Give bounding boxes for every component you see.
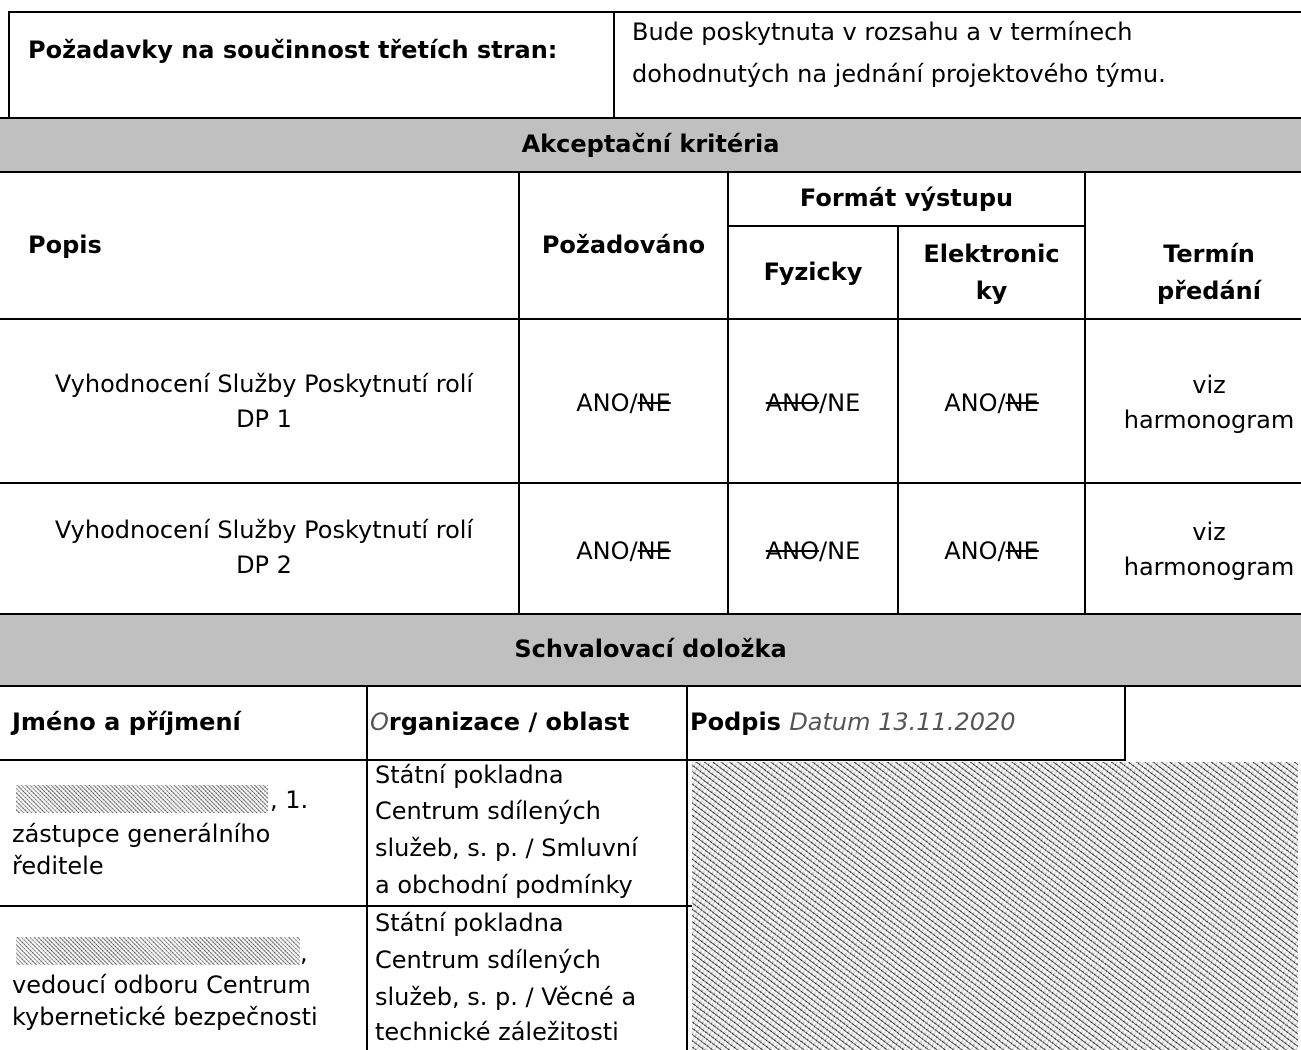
third-party-cooperation-line2: dohodnutých na jednání projektového týmu. xyxy=(632,60,1166,88)
row1-popis-line2: DP 1 xyxy=(236,405,292,433)
row2-pozadovano-value: ANO/NE xyxy=(576,537,671,565)
third-party-cooperation-line1: Bude poskytnuta v rozsahu a v termínech xyxy=(632,18,1133,46)
row2-fyzicky-value: ANO/NE xyxy=(765,537,861,565)
header-elektronicky-line2: ky xyxy=(975,277,1008,305)
header-organization: Organizace / oblast xyxy=(370,708,630,736)
header-termin-line2: předání xyxy=(1157,277,1261,305)
acceptance-criteria-title: Akceptační kritéria xyxy=(521,130,780,158)
row2-popis-line1: Vyhodnocení Služby Poskytnutí rolí xyxy=(54,516,474,544)
grid-line xyxy=(727,225,1085,227)
row2-termin-line1: viz xyxy=(1192,518,1226,546)
header-signature: Podpis Datum 13.11.2020 xyxy=(690,708,1016,736)
header-termin-line1: Termín xyxy=(1163,240,1255,268)
header-fyzicky: Fyzicky xyxy=(763,258,863,286)
row2-termin-line2: harmonogram xyxy=(1123,553,1295,581)
row1-termin-line2: harmonogram xyxy=(1123,406,1295,434)
approver2-name-line2: vedoucí odboru Centrum xyxy=(12,971,311,999)
third-party-cooperation-label: Požadavky na součinnost třetích stran: xyxy=(28,36,558,64)
approver2-org-line2: Centrum sdílených xyxy=(375,946,601,974)
row1-fyzicky-value: ANO/NE xyxy=(765,389,861,417)
header-elektronicky-line1: Elektronic xyxy=(923,240,1060,268)
grid-line xyxy=(366,685,368,1050)
row1-popis-line1: Vyhodnocení Služby Poskytnutí rolí xyxy=(54,370,474,398)
row1-pozadovano-value: ANO/NE xyxy=(576,389,671,417)
grid-line xyxy=(0,318,1301,320)
grid-line xyxy=(0,905,692,907)
row1-elektronicky-value: ANO/NE xyxy=(944,389,1039,417)
row1-termin-line1: viz xyxy=(1192,371,1226,399)
grid-line xyxy=(0,685,1301,687)
approver2-org-line1: Státní pokladna xyxy=(375,909,564,937)
approver1-org-line4: a obchodní podmínky xyxy=(375,871,633,899)
grid-line xyxy=(8,11,1301,13)
grid-line xyxy=(1124,685,1126,761)
approver1-name-line2: zástupce generálního xyxy=(12,820,271,848)
approver1-org-line3: služeb, s. p. / Smluvní xyxy=(375,834,638,862)
grid-line xyxy=(0,171,1301,173)
redacted-signature-image xyxy=(692,762,1298,1050)
row2-elektronicky-value: ANO/NE xyxy=(944,537,1039,565)
grid-line xyxy=(0,613,1301,615)
approver1-org-line2: Centrum sdílených xyxy=(375,797,601,825)
header-pozadovano: Požadováno xyxy=(541,231,706,259)
approver2-name-line3: kybernetické bezpečnosti xyxy=(12,1003,318,1031)
header-format-vystupu: Formát výstupu xyxy=(799,184,1014,212)
grid-line xyxy=(0,482,1301,484)
approver2-name-suffix: , xyxy=(300,939,308,967)
header-name: Jméno a příjmení xyxy=(12,708,241,736)
approver2-org-line4: technické záležitosti xyxy=(375,1018,619,1046)
header-popis: Popis xyxy=(28,231,102,259)
row2-popis-line2: DP 2 xyxy=(236,551,292,579)
redacted-name-1 xyxy=(16,785,268,813)
grid-line xyxy=(0,117,1301,119)
approver2-org-line3: služeb, s. p. / Věcné a xyxy=(375,983,637,1011)
grid-line xyxy=(686,685,688,1050)
approval-clause-title: Schvalovací doložka xyxy=(514,635,787,663)
approver1-org-line1: Státní pokladna xyxy=(375,761,564,789)
grid-line xyxy=(8,11,10,118)
approver1-name-line3: ředitele xyxy=(12,852,104,880)
redacted-name-2 xyxy=(16,937,300,965)
approver1-name-suffix: , 1. xyxy=(270,786,309,814)
